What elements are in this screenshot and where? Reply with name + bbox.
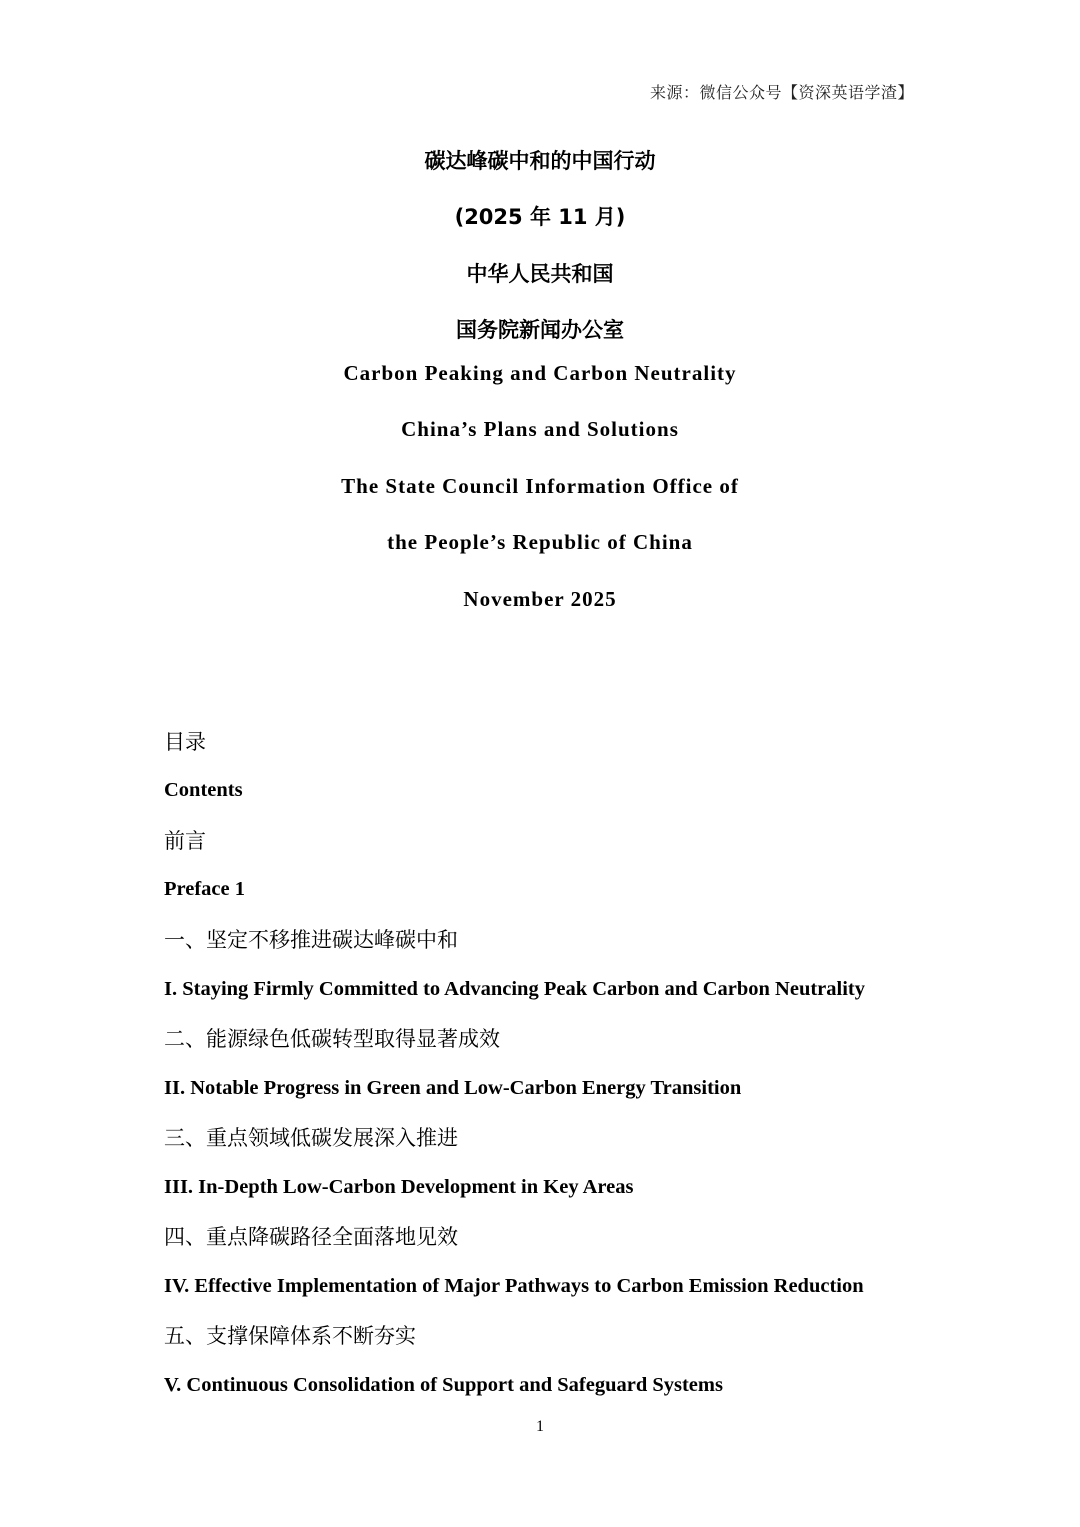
toc-item-cn[interactable]: 一、坚定不移推进碳达峰碳中和 — [164, 928, 458, 952]
toc-item-cn[interactable]: 五、支撑保障体系不断夯实 — [164, 1324, 416, 1348]
toc-item-en[interactable]: IV. Effective Implementation of Major Pathways to Carbon Emission Reduction — [164, 1275, 864, 1297]
en-title-line3: The State Council Information Office of — [341, 474, 739, 498]
toc-item-cn[interactable]: 三、重点领域低碳发展深入推进 — [164, 1126, 458, 1150]
en-title-line1: Carbon Peaking and Carbon Neutrality — [343, 361, 737, 385]
toc-heading-en: Contents — [164, 779, 243, 801]
toc-item-cn[interactable]: 四、重点降碳路径全面落地见效 — [164, 1225, 458, 1249]
toc-item-en[interactable]: III. In-Depth Low-Carbon Development in Key Areas — [164, 1176, 634, 1198]
toc-item-en[interactable]: Preface 1 — [164, 878, 245, 900]
en-date: November 2025 — [463, 587, 617, 611]
toc-item-en[interactable]: V. Continuous Consolidation of Support and Safeguard Systems — [164, 1374, 723, 1396]
cn-title: 碳达峰碳中和的中国行动 — [424, 149, 656, 173]
cn-office: 国务院新闻办公室 — [456, 318, 624, 342]
en-title-line2: China’s Plans and Solutions — [401, 417, 679, 441]
en-title-line4: the People’s Republic of China — [387, 530, 693, 554]
toc-item-cn[interactable]: 前言 — [164, 829, 206, 853]
toc-heading-cn: 目录 — [164, 730, 206, 754]
page-number: 1 — [536, 1418, 544, 1435]
toc-item-cn[interactable]: 二、能源绿色低碳转型取得显著成效 — [164, 1027, 500, 1051]
cn-country: 中华人民共和国 — [466, 262, 614, 286]
toc-item-en[interactable]: I. Staying Firmly Committed to Advancing Peak Carbon and Carbon Neutrality — [164, 978, 866, 1000]
source-note: 来源：微信公众号【资深英语学渣】 — [649, 83, 914, 102]
cn-date: (2025 年 11 月) — [454, 205, 626, 229]
toc-item-en[interactable]: II. Notable Progress in Green and Low-Carbon Energy Transition — [164, 1077, 742, 1099]
